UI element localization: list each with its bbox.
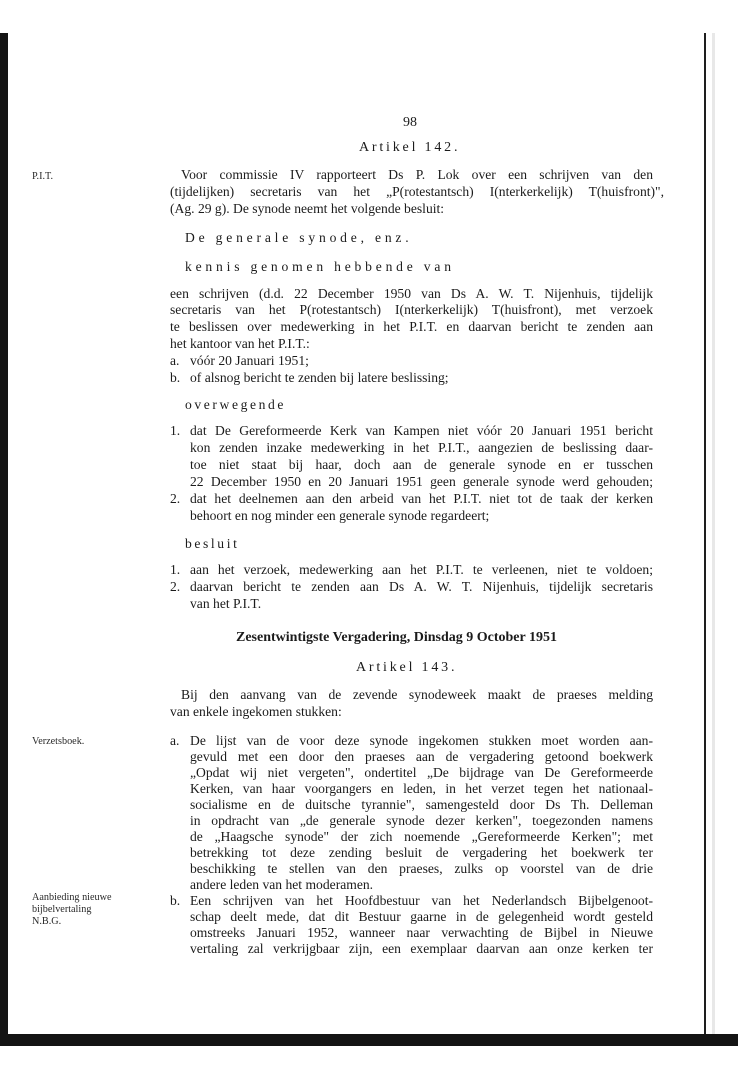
scan-top-margin	[0, 0, 738, 33]
item-a-line-9: beschikking te stellen van den praeses, zulks op voorstel van de drie	[190, 861, 653, 876]
intro-143-line-1: Bij den aanvang van de zevende synodeweek maakt de praeses melding	[181, 687, 653, 702]
overwegende-1-line-4: 22 December 1950 en 20 Januari 1951 geen generale synode werd gehouden;	[190, 474, 653, 489]
besluit-2-line-2: van het P.I.T.	[190, 596, 262, 611]
list-label-b: b.	[170, 370, 181, 385]
schrijven-line-2: secretaris van het P(rotestantsch) I(nterkerkelijk) T(huisfront), met verzoek	[170, 302, 653, 317]
margin-note-verzetsboek: Verzetsboek.	[32, 736, 85, 747]
item-a-label: a.	[170, 733, 180, 748]
item-b-line-2: schap deelt mede, dat dit Bestuur gaarne in de gelegenheid wordt gesteld	[190, 909, 653, 924]
item-a-line-1: De lijst van de voor deze synode ingekomen stukken moet worden aan-	[190, 733, 653, 748]
besluit-2-line-1: daarvan bericht te zenden aan Ds A. W. T. Nijenhuis, tijdelijk secretaris	[190, 579, 653, 594]
besluit-1-line-1: aan het verzoek, medewerking aan het P.I.T. te verleenen, niet te voldoen;	[190, 562, 653, 577]
kennis-genomen-line: kennis genomen hebbende van	[185, 259, 455, 274]
overwegende-line: overwegende	[185, 397, 287, 412]
artikel-142-heading: Artikel 142.	[359, 140, 461, 155]
margin-note-aanbieding-2: bijbelvertaling	[32, 904, 92, 915]
overwegende-label-1: 1.	[170, 423, 181, 438]
vergadering-heading: Zesentwintigste Vergadering, Dinsdag 9 October 1951	[236, 630, 557, 645]
margin-note-pit: P.I.T.	[32, 171, 54, 182]
overwegende-2-line-2: behoort en nog minder een generale synode regardeert;	[190, 508, 490, 523]
item-a-line-5: socialisme en de duitsche tyrannie", samengesteld door Ds Th. Delleman	[190, 797, 653, 812]
scan-bottom-edge	[0, 1034, 738, 1068]
margin-note-aanbieding-1: Aanbieding nieuwe	[32, 892, 112, 903]
scan-right-edge	[704, 33, 738, 1036]
list-label-a: a.	[170, 353, 180, 368]
list-item-b: of alsnog bericht te zenden bij latere beslissing;	[190, 370, 449, 385]
item-a-line-10: andere leden van het moderamen.	[190, 877, 374, 892]
generale-synode-line: De generale synode, enz.	[185, 230, 413, 245]
overwegende-1-line-1: dat De Gereformeerde Kerk van Kampen niet vóór 20 Januari 1951 bericht	[190, 423, 653, 438]
intro-143-line-2: van enkele ingekomen stukken:	[170, 704, 342, 719]
margin-note-aanbieding-3: N.B.G.	[32, 916, 62, 927]
item-a-line-8: betrekking tot deze zending besluit de vergadering het boekwerk ter	[190, 845, 653, 860]
besluit-line: besluit	[185, 536, 240, 551]
item-b-line-4: vertaling zal verkrijgbaar zijn, een exemplaar daarvan aan onze kerken ter	[190, 941, 653, 956]
intro-142-line-1: Voor commissie IV rapporteert Ds P. Lok over een schrijven van den	[181, 167, 653, 182]
overwegende-2-line-1: dat het deelnemen aan den arbeid van het P.I.T. niet tot de taak der kerken	[190, 491, 653, 506]
schrijven-line-3: te beslissen over medewerking in het P.I.T. en daarvan bericht te zenden aan	[170, 319, 653, 334]
item-a-line-4: Kerken, van haar voorgangers en leden, in het verzet tegen het nationaal-	[190, 781, 653, 796]
schrijven-line-4: het kantoor van het P.I.T.:	[170, 336, 310, 351]
overwegende-1-line-3: toe niet staat bij haar, doch aan de generale synode en er tusschen	[190, 457, 653, 472]
intro-142-line-3: (Ag. 29 g). De synode neemt het volgende besluit:	[170, 201, 445, 216]
page-number: 98	[403, 115, 417, 130]
item-a-line-3: „Opdat wij niet vergeten", ondertitel „De bijdrage van De Gereformeerde	[190, 765, 653, 780]
besluit-label-2: 2.	[170, 579, 181, 594]
item-b-line-3: omstreeks Januari 1952, wanneer naar verwachting de Bijbel in Nieuwe	[190, 925, 653, 940]
document-page	[10, 33, 702, 1034]
scan-left-edge	[0, 33, 8, 1036]
item-a-line-2: gevuld met een door den praeses aan de vergadering getoond boekwerk	[190, 749, 653, 764]
schrijven-line-1: een schrijven (d.d. 22 December 1950 van Ds A. W. T. Nijenhuis, tijdelijk	[170, 286, 653, 301]
list-item-a: vóór 20 Januari 1951;	[190, 353, 309, 368]
overwegende-1-line-2: kon zenden inzake medewerking in het P.I.T., aangezien de beslissing daar-	[190, 440, 653, 455]
intro-142-line-2: (tijdelijken) secretaris van het „P(rotestantsch) I(nterkerkelijk) T(huisfront)",	[170, 184, 664, 199]
besluit-label-1: 1.	[170, 562, 181, 577]
item-b-label: b.	[170, 893, 181, 908]
item-b-line-1: Een schrijven van het Hoofdbestuur van het Nederlandsch Bijbelgenoot-	[190, 893, 653, 908]
item-a-line-6: in opdracht van „de generale synode dezer kerken", toegezonden namens	[190, 813, 653, 828]
overwegende-label-2: 2.	[170, 491, 181, 506]
artikel-143-heading: Artikel 143.	[356, 660, 458, 675]
item-a-line-7: de „Haagsche synode" der zich noemende „Gereformeerde Kerken"; met	[190, 829, 653, 844]
